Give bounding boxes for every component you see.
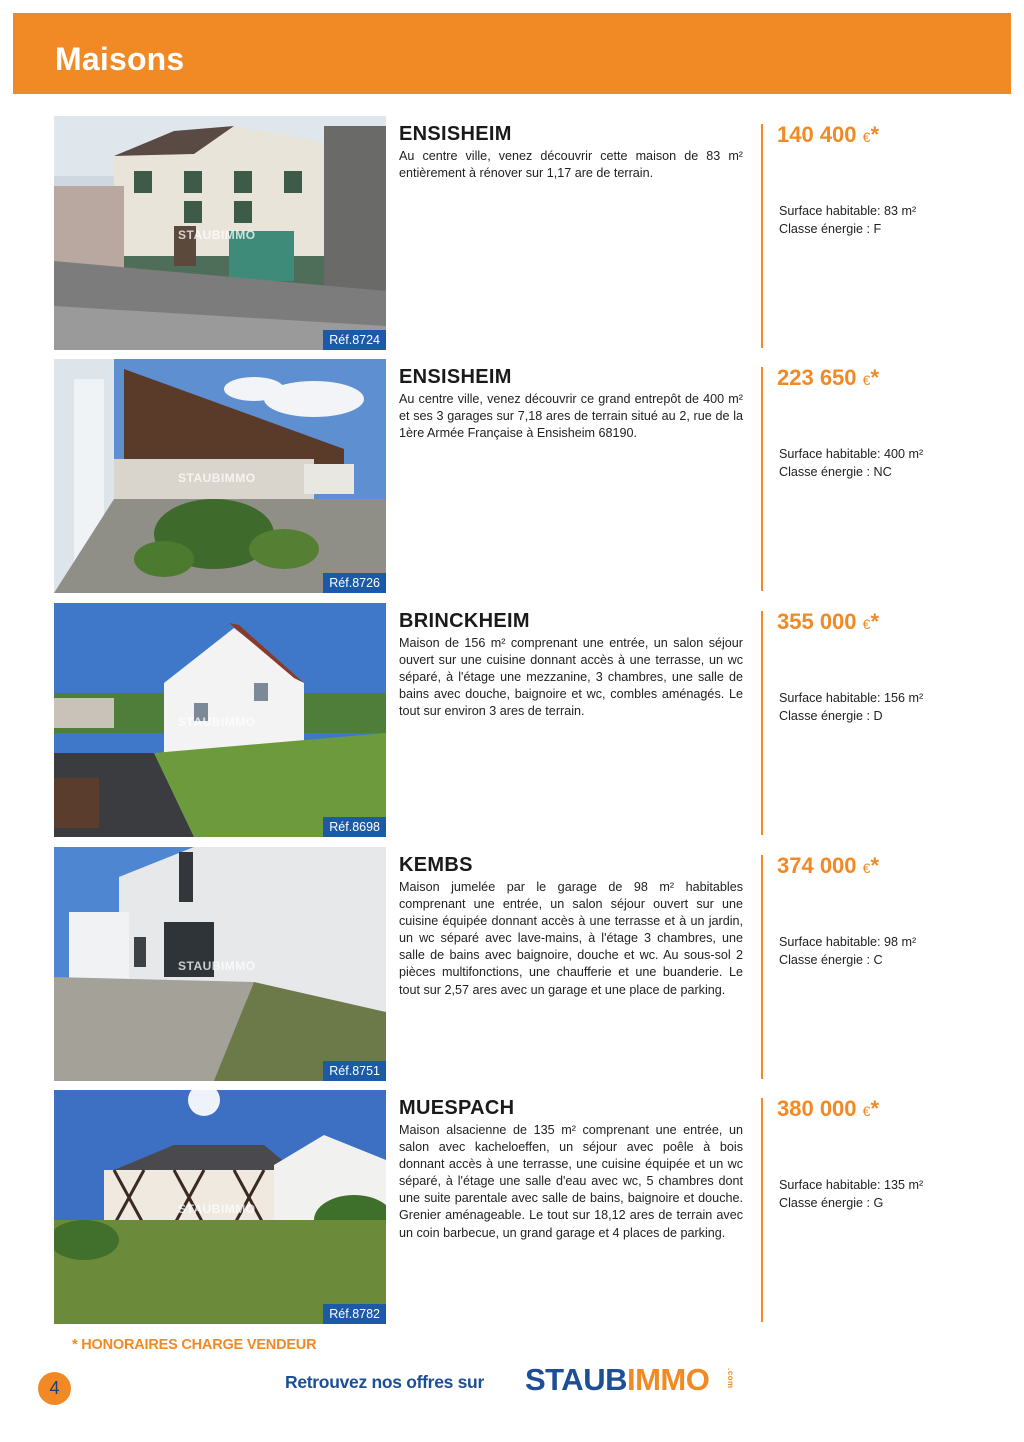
energy-class: Classe énergie : F: [779, 221, 882, 236]
listing-price: [777, 365, 879, 391]
listing-specs: [779, 690, 923, 725]
surface-area: Surface habitable: 83 m²: [779, 204, 917, 218]
currency-symbol: €: [862, 860, 871, 876]
property-photo[interactable]: [54, 359, 386, 593]
watermark: STAUBIMMO: [178, 228, 256, 242]
header-bar: [13, 13, 1011, 94]
divider: [761, 367, 763, 591]
energy-class: Classe énergie : D: [779, 708, 883, 723]
price-asterisk: *: [870, 1096, 880, 1121]
surface-area: Surface habitable: 98 m²: [779, 935, 917, 949]
divider: [761, 611, 763, 835]
listing-price: [777, 1096, 879, 1122]
property-photo[interactable]: [54, 847, 386, 1081]
property-photo[interactable]: [54, 603, 386, 837]
property-photo[interactable]: [54, 1090, 386, 1324]
listing-card[interactable]: [0, 1090, 1024, 1324]
listing-description: Au centre ville, venez découvrir ce grand entrepôt de 400 m² et ses 3 garages sur 7,18 ares de terrain situé au 2, rue de la 1ère Armée Française à Ensisheim 68190.: [399, 392, 743, 441]
price-value: 380 000: [777, 1096, 857, 1121]
brand-logo-suffix: .com: [726, 1368, 735, 1389]
listing-card[interactable]: [0, 359, 1024, 593]
reference-tag: Réf.8782: [323, 1304, 386, 1324]
divider: [761, 855, 763, 1079]
divider: [761, 124, 763, 348]
listing-card[interactable]: [0, 603, 1024, 837]
watermark: STAUBIMMO: [178, 1202, 256, 1216]
listing-description: Maison de 156 m² comprenant une entrée, un salon séjour ouvert sur une cuisine donnant accès à une terrasse, un wc séparé, à l'étage une mezzanine, 3 chambres, une salle de bains avec douche, baignoire et wc, combles aménagés. Le tout sur environ 3 ares de terrain.: [399, 636, 743, 719]
listing-price: [777, 609, 879, 635]
price-value: 374 000: [777, 853, 857, 878]
currency-symbol: €: [862, 616, 871, 632]
currency-symbol: €: [862, 372, 871, 388]
listing-description: Maison alsacienne de 135 m² comprenant une entrée, un salon avec kacheloeffen, un séjour avec poêle à bois donnant accès à une terrasse, une cuisine équipée et un wc séparé, à l'étage une salle d'eau avec wc, 5 chambres dont une suite parentale avec salle de bains, baignoire et douche. Grenier aménageable. Le tout sur 18,12 ares de terrain avec un coin barbecue, un grand garage et 4 places de parking.: [399, 1123, 743, 1240]
price-asterisk: *: [870, 122, 880, 147]
listing-specs: [779, 934, 916, 969]
promo-text: Retrouvez nos offres sur: [285, 1372, 484, 1392]
listing-specs: [779, 446, 923, 481]
watermark: STAUBIMMO: [178, 959, 256, 973]
energy-class: Classe énergie : NC: [779, 464, 892, 479]
listing-city: BRINCKHEIM: [399, 610, 530, 632]
listing-card[interactable]: [0, 116, 1024, 350]
surface-area: Surface habitable: 156 m²: [779, 691, 924, 705]
listing-specs: [779, 203, 916, 238]
reference-tag: Réf.8724: [323, 330, 386, 350]
listing-city: MUESPACH: [399, 1097, 515, 1119]
reference-tag: Réf.8698: [323, 817, 386, 837]
listing-price: [777, 853, 879, 879]
brand-logo[interactable]: [525, 1362, 735, 1402]
price-asterisk: *: [870, 365, 880, 390]
brand-logo-part1: STAUB: [525, 1362, 627, 1397]
property-photo[interactable]: [54, 116, 386, 350]
page-title: Maisons: [55, 41, 185, 77]
price-asterisk: *: [870, 609, 880, 634]
listing-specs: [779, 1177, 923, 1212]
energy-class: Classe énergie : C: [779, 952, 883, 967]
divider: [761, 1098, 763, 1322]
currency-symbol: €: [862, 1103, 871, 1119]
price-value: 140 400: [777, 122, 857, 147]
fees-footnote: * HONORAIRES CHARGE VENDEUR: [72, 1337, 317, 1353]
surface-area: Surface habitable: 135 m²: [779, 1178, 924, 1192]
listing-card[interactable]: [0, 847, 1024, 1081]
watermark: STAUBIMMO: [178, 471, 256, 485]
energy-class: Classe énergie : G: [779, 1195, 884, 1210]
reference-tag: Réf.8726: [323, 573, 386, 593]
surface-area: Surface habitable: 400 m²: [779, 447, 924, 461]
listing-city: ENSISHEIM: [399, 123, 512, 145]
listing-description: Maison jumelée par le garage de 98 m² habitables comprenant une entrée, un salon séjour ouvert sur une cuisine équipée donnant accès à une terrasse et à un jardin, un wc séparé avec lave-mains, à l'étage 3 chambres, une salle de bains avec baignoire, douche et wc. Au sous-sol 2 pièces multifonctions, une chaufferie et une buanderie. Le tout sur 2,57 ares avec un garage et une place de parking.: [399, 880, 743, 997]
listing-city: KEMBS: [399, 854, 473, 876]
listing-description: Au centre ville, venez découvrir cette maison de 83 m² entièrement à rénover sur 1,17 are de terrain.: [399, 149, 743, 181]
brand-logo-part2: IMMO: [626, 1362, 710, 1397]
page-number: 4: [38, 1372, 71, 1405]
price-value: 223 650: [777, 365, 857, 390]
watermark: STAUBIMMO: [178, 715, 256, 729]
reference-tag: Réf.8751: [323, 1061, 386, 1081]
listing-price: [777, 122, 879, 148]
price-value: 355 000: [777, 609, 857, 634]
currency-symbol: €: [862, 129, 871, 145]
listing-city: ENSISHEIM: [399, 366, 512, 388]
price-asterisk: *: [870, 853, 880, 878]
